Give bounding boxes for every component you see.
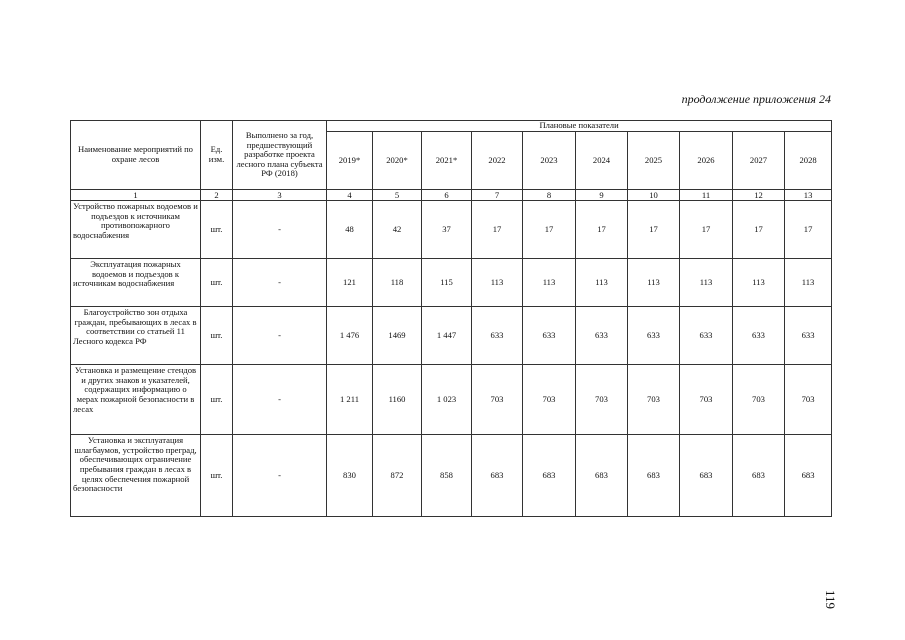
row-name: Установка и размещение стендов и других знаков и указателей, содержащих информацию о мерах пожарной безопасности в лесах xyxy=(71,365,201,435)
table-row xyxy=(71,365,832,435)
table-row xyxy=(71,259,832,307)
row-value: 858 xyxy=(422,435,472,517)
row-value: 17 xyxy=(733,201,785,259)
row-value: 1 447 xyxy=(422,307,472,365)
row-value: 1 211 xyxy=(327,365,373,435)
table-row xyxy=(71,307,832,365)
row-value: 683 xyxy=(523,435,576,517)
row-value: 113 xyxy=(576,259,628,307)
header-unit: Ед. изм. xyxy=(201,121,233,190)
row-value: 17 xyxy=(576,201,628,259)
row-value: 42 xyxy=(373,201,422,259)
header-year: 2022 xyxy=(472,132,523,190)
row-unit: шт. xyxy=(201,201,233,259)
row-value: 17 xyxy=(680,201,733,259)
row-name: Установка и эксплуатация шлагбаумов, устройство преград, обеспечивающих ограничение пребывания граждан в лесах в целях обеспечения пожарной безопасности xyxy=(71,435,201,517)
row-name: Благоустройство зон отдыха граждан, пребывающих в лесах в соответствии со статьей 11 Лесного кодекса РФ xyxy=(71,307,201,365)
row-value: 48 xyxy=(327,201,373,259)
row-value: 17 xyxy=(628,201,680,259)
row-value: 17 xyxy=(785,201,832,259)
row-value: 115 xyxy=(422,259,472,307)
row-done: - xyxy=(233,307,327,365)
header-year: 2025 xyxy=(628,132,680,190)
row-value: 113 xyxy=(785,259,832,307)
row-value: 37 xyxy=(422,201,472,259)
row-done: - xyxy=(233,259,327,307)
row-value: 633 xyxy=(523,307,576,365)
row-value: 17 xyxy=(472,201,523,259)
row-value: 683 xyxy=(680,435,733,517)
row-name: Эксплуатация пожарных водоемов и подъездов к источникам водоснабжения xyxy=(71,259,201,307)
column-number: 3 xyxy=(233,190,327,201)
row-value: 703 xyxy=(576,365,628,435)
row-done: - xyxy=(233,435,327,517)
column-number: 9 xyxy=(576,190,628,201)
row-value: 113 xyxy=(680,259,733,307)
row-unit: шт. xyxy=(201,259,233,307)
column-number: 5 xyxy=(373,190,422,201)
header-year: 2028 xyxy=(785,132,832,190)
appendix-caption: продолжение приложения 24 xyxy=(681,92,831,106)
row-value: 1469 xyxy=(373,307,422,365)
row-value: 683 xyxy=(576,435,628,517)
row-value: 703 xyxy=(785,365,832,435)
row-value: 703 xyxy=(472,365,523,435)
table-row xyxy=(71,435,832,517)
row-value: 633 xyxy=(785,307,832,365)
row-done: - xyxy=(233,201,327,259)
row-value: 113 xyxy=(628,259,680,307)
column-number-row xyxy=(71,190,832,201)
row-value: 703 xyxy=(628,365,680,435)
header-name: Наименование мероприятий по охране лесов xyxy=(71,121,201,190)
column-number: 4 xyxy=(327,190,373,201)
header-row-1 xyxy=(71,121,832,132)
row-value: 872 xyxy=(373,435,422,517)
row-unit: шт. xyxy=(201,365,233,435)
column-number: 11 xyxy=(680,190,733,201)
row-value: 113 xyxy=(523,259,576,307)
header-year: 2023 xyxy=(523,132,576,190)
header-done: Выполнено за год, предшествующий разработке проекта лесного плана субъекта РФ (2018) xyxy=(233,121,327,190)
page-number: 119 xyxy=(823,590,838,610)
row-value: 633 xyxy=(680,307,733,365)
column-number: 12 xyxy=(733,190,785,201)
row-value: 113 xyxy=(472,259,523,307)
row-unit: шт. xyxy=(201,307,233,365)
column-number: 2 xyxy=(201,190,233,201)
column-number: 7 xyxy=(472,190,523,201)
header-year: 2026 xyxy=(680,132,733,190)
row-value: 683 xyxy=(785,435,832,517)
row-value: 17 xyxy=(523,201,576,259)
header-year: 2024 xyxy=(576,132,628,190)
column-number: 1 xyxy=(71,190,201,201)
header-plan: Плановые показатели xyxy=(327,121,832,132)
row-value: 703 xyxy=(680,365,733,435)
row-value: 118 xyxy=(373,259,422,307)
row-value: 830 xyxy=(327,435,373,517)
row-value: 1 023 xyxy=(422,365,472,435)
row-value: 683 xyxy=(472,435,523,517)
row-value: 121 xyxy=(327,259,373,307)
row-value: 703 xyxy=(733,365,785,435)
row-value: 113 xyxy=(733,259,785,307)
forest-protection-table xyxy=(70,120,832,517)
table-row xyxy=(71,201,832,259)
row-value: 633 xyxy=(628,307,680,365)
row-value: 633 xyxy=(733,307,785,365)
header-year: 2027 xyxy=(733,132,785,190)
header-year: 2021* xyxy=(422,132,472,190)
row-value: 633 xyxy=(472,307,523,365)
row-value: 703 xyxy=(523,365,576,435)
column-number: 8 xyxy=(523,190,576,201)
column-number: 6 xyxy=(422,190,472,201)
row-unit: шт. xyxy=(201,435,233,517)
row-name: Устройство пожарных водоемов и подъездов к источникам противопожарного водоснабжения xyxy=(71,201,201,259)
header-year: 2020* xyxy=(373,132,422,190)
row-done: - xyxy=(233,365,327,435)
row-value: 683 xyxy=(733,435,785,517)
column-number: 10 xyxy=(628,190,680,201)
row-value: 1160 xyxy=(373,365,422,435)
row-value: 683 xyxy=(628,435,680,517)
header-year: 2019* xyxy=(327,132,373,190)
row-value: 1 476 xyxy=(327,307,373,365)
column-number: 13 xyxy=(785,190,832,201)
row-value: 633 xyxy=(576,307,628,365)
